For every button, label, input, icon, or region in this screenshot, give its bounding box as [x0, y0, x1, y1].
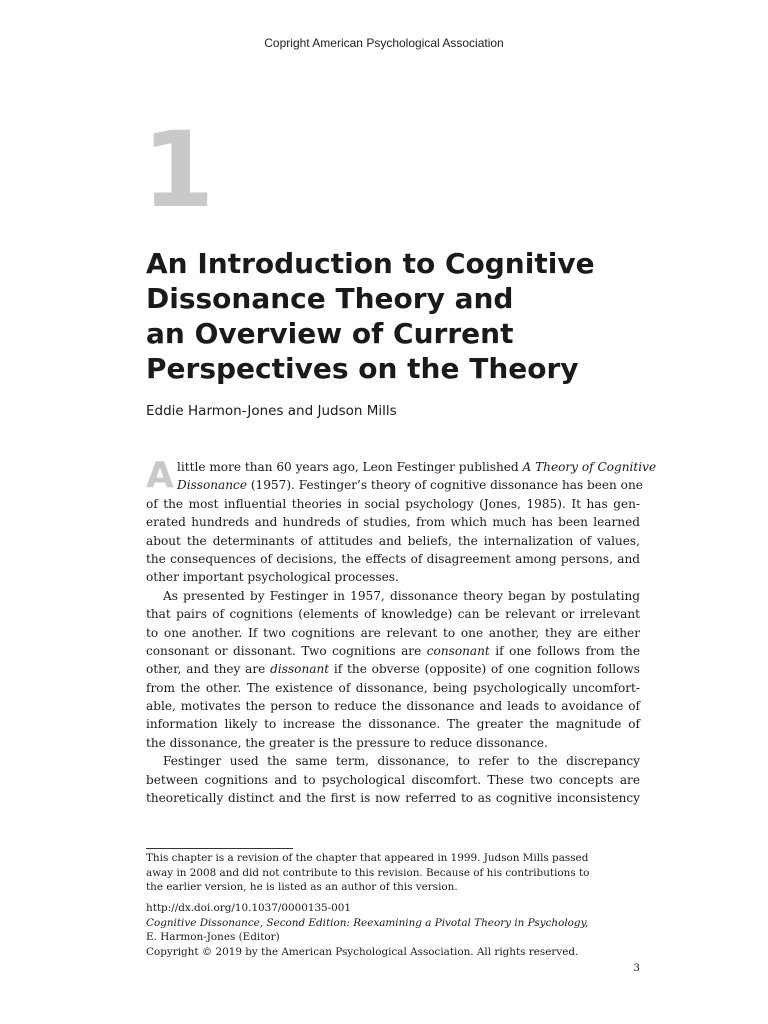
doi-link[interactable]: http://dx.doi.org/10.1037/0000135-001 [146, 902, 352, 914]
body-line: Festinger used the same term, dissonance, to refer to the discrepancy [163, 754, 640, 769]
chapter-number: 1 [142, 109, 215, 231]
body-line: As presented by Festinger in 1957, dissonance theory began by postulating [163, 588, 640, 603]
copyright-header: Copright American Psychological Association [264, 36, 504, 50]
footnote-line: the earlier version, he is listed as an author of this version. [146, 881, 458, 894]
chapter-authors: Eddie Harmon-Jones and Judson Mills [146, 403, 397, 419]
chapter-title-line: Perspectives on the Theory [146, 352, 579, 385]
body-line: the consequences of decisions, the effects of disagreement among persons, and [146, 551, 640, 566]
chapter-title [146, 246, 686, 386]
chapter-title-line: An Introduction to Cognitive [146, 247, 595, 280]
body-line: between cognitions and to psychological discomfort. These two concepts are [146, 772, 640, 787]
publication-info [146, 901, 640, 959]
body-line: Dissonance (1957). Festinger’s theory of cognitive dissonance has been one [177, 478, 643, 493]
body-line: erated hundreds and hundreds of studies, from which much has been learned [146, 515, 640, 530]
body-line: other, and they are dissonant if the obverse (opposite) of one cognition follows [146, 662, 640, 677]
copyright-line: Copyright © 2019 by the American Psychological Association. All rights reserved. [146, 945, 579, 958]
body-line: of the most influential theories in social psychology (Jones, 1985). It has gen- [146, 496, 640, 511]
footnote-line: This chapter is a revision of the chapter that appeared in 1999. Judson Mills passed [146, 852, 589, 864]
book-title: Cognitive Dissonance, Second Edition: Reexamining a Pivotal Theory in Psychology, [146, 916, 589, 929]
chapter-title-line: Dissonance Theory and [146, 282, 514, 315]
footnote-rule [146, 848, 293, 849]
term-italic: consonant [426, 643, 490, 658]
term-italic: dissonant [270, 662, 330, 677]
body-line: information likely to increase the dissonance. The greater the magnitude of [146, 717, 640, 732]
chapter-title-line: an Overview of Current [146, 317, 514, 350]
body-line: consonant or dissonant. Two cognitions are consonant if one follows from the [146, 643, 641, 658]
body-line: little more than 60 years ago, Leon Festinger published A Theory of Cognitive [177, 460, 657, 474]
body-line: able, motivates the person to reduce the dissonance and leads to avoidance of [146, 699, 640, 714]
editor: E. Harmon-Jones (Editor) [146, 931, 280, 944]
body-line: about the determinants of attitudes and beliefs, the internalization of values, [146, 533, 640, 548]
body-line: from the other. The existence of dissonance, being psychologically uncomfort- [146, 680, 640, 695]
body-text [146, 455, 657, 807]
book-title-italic: A Theory of Cognitive [522, 460, 657, 474]
footnote-line: away in 2008 and did not contribute to this revision. Because of his contributions to [146, 866, 590, 879]
footnote [146, 851, 640, 895]
body-line: to one another. If two cognitions are relevant to one another, they are either [146, 625, 640, 640]
body-line: the dissonance, the greater is the pressure to reduce dissonance. [146, 735, 548, 750]
book-title-italic: Dissonance [177, 478, 247, 493]
page-number: 3 [633, 962, 640, 974]
body-line: theoretically distinct and the first is now referred to as cognitive inconsistency [146, 791, 640, 806]
body-line: that pairs of cognitions (elements of knowledge) can be relevant or irrelevant [146, 607, 640, 622]
body-line: other important psychological processes. [146, 570, 399, 585]
drop-cap: A [146, 455, 174, 496]
